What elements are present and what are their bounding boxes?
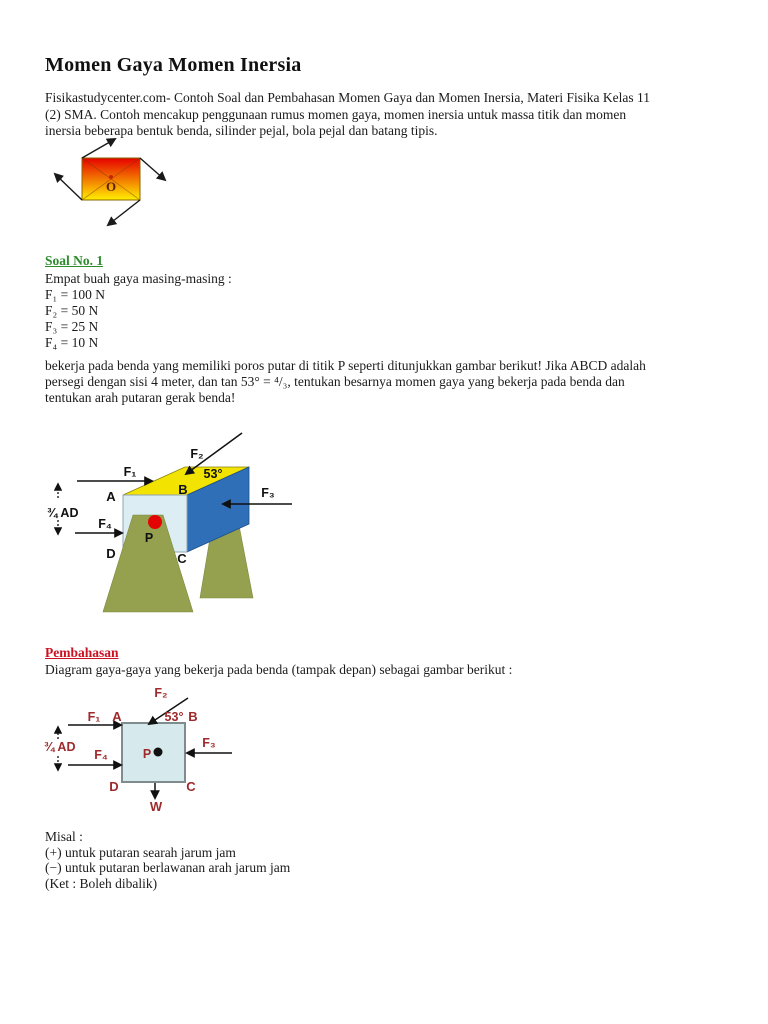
notes-block xyxy=(45,829,290,891)
square-body xyxy=(122,723,185,782)
intro-paragraph xyxy=(45,90,650,140)
weight-label: W xyxy=(149,799,163,814)
intro-line: inersia beberapa bentuk benda, silinder pejal, bola pejal dan batang tipis. xyxy=(45,123,438,138)
pembahasan-intro: Diagram gaya-gaya yang bekerja pada benda (tampak depan) sebagai gambar berikut : xyxy=(45,662,513,677)
corner-c-label: C xyxy=(177,551,187,566)
note-line: Misal : xyxy=(45,829,83,844)
f1-label: F₁ xyxy=(87,710,101,724)
rotation-arrow xyxy=(140,158,165,180)
force-line: F₄ = 10 N xyxy=(45,335,99,350)
pembahasan-heading: Pembahasan xyxy=(45,645,119,660)
ad-label: ¾ AD xyxy=(44,740,76,754)
pivot-label: O xyxy=(106,179,117,194)
page-title: Momen Gaya Momen Inersia xyxy=(45,54,302,76)
f1-label: F₁ xyxy=(123,465,137,479)
front-view-figure xyxy=(28,682,273,832)
intro-line: (2) SMA. Contoh mencakup penggunaan rumus momen gaya, momen inersia untuk massa titik dan momen xyxy=(45,106,627,122)
intro-line: Fisikastudycenter.com- Contoh Soal dan Pembahasan Momen Gaya dan Momen Inersia, Materi Fisika Kelas 11 xyxy=(45,90,651,105)
soal-heading: Soal No. 1 xyxy=(45,253,104,268)
rotation-arrow xyxy=(108,200,140,225)
pivot-point xyxy=(148,515,162,529)
note-line: (Ket : Boleh dibalik) xyxy=(45,875,158,891)
pivot-label: P xyxy=(142,747,152,761)
force-line: F₁ = 100 N xyxy=(45,287,105,302)
note-line: (−) untuk putaran berlawanan arah jarum jam xyxy=(45,860,291,876)
note-line: (+) untuk putaran searah jarum jam xyxy=(45,844,236,860)
forces-list xyxy=(45,287,105,351)
pivot-dot xyxy=(154,748,163,757)
corner-c-label: C xyxy=(186,779,196,794)
angle-label: 53° xyxy=(203,467,223,481)
pivot-label: P xyxy=(144,531,154,545)
soal-body-line: tentukan arah putaran gerak benda! xyxy=(45,390,236,406)
corner-d-label: D xyxy=(106,546,116,561)
soal-paragraph xyxy=(45,358,646,407)
corner-b-label: B xyxy=(188,709,198,724)
corner-d-label: D xyxy=(109,779,119,794)
force-line: F₂ = 50 N xyxy=(45,303,99,318)
soal-body-line: bekerja pada benda yang memiliki poros putar di titik P seperti ditunjukkan gambar berikut! Jika ABCD adalah xyxy=(45,358,646,373)
corner-a-label: A xyxy=(106,489,116,504)
force-line: F₃ = 25 N xyxy=(45,319,99,334)
f4-label: F₄ xyxy=(94,748,108,762)
f3-label: F₃ xyxy=(261,486,275,500)
f4-label: F₄ xyxy=(98,517,112,531)
rotation-arrow xyxy=(82,139,115,158)
soal-intro: Empat buah gaya masing-masing : xyxy=(45,271,232,286)
corner-a-label: A xyxy=(112,709,122,724)
rotation-arrow xyxy=(55,174,82,200)
f3-label: F₃ xyxy=(202,736,216,750)
corner-b-label: B xyxy=(178,482,188,497)
f2-label: F₂ xyxy=(154,686,168,700)
ad-label: ¾ AD xyxy=(47,506,79,520)
rotation-figure xyxy=(40,136,180,234)
f2-label: F₂ xyxy=(190,447,204,461)
angle-label: 53° xyxy=(164,710,184,724)
soal-body-line: persegi dengan sisi 4 meter, dan tan 53° = ⁴/₃, tentukan besarnya momen gaya yang bekerja pada benda dan xyxy=(45,374,625,390)
beam-figure xyxy=(25,420,317,620)
